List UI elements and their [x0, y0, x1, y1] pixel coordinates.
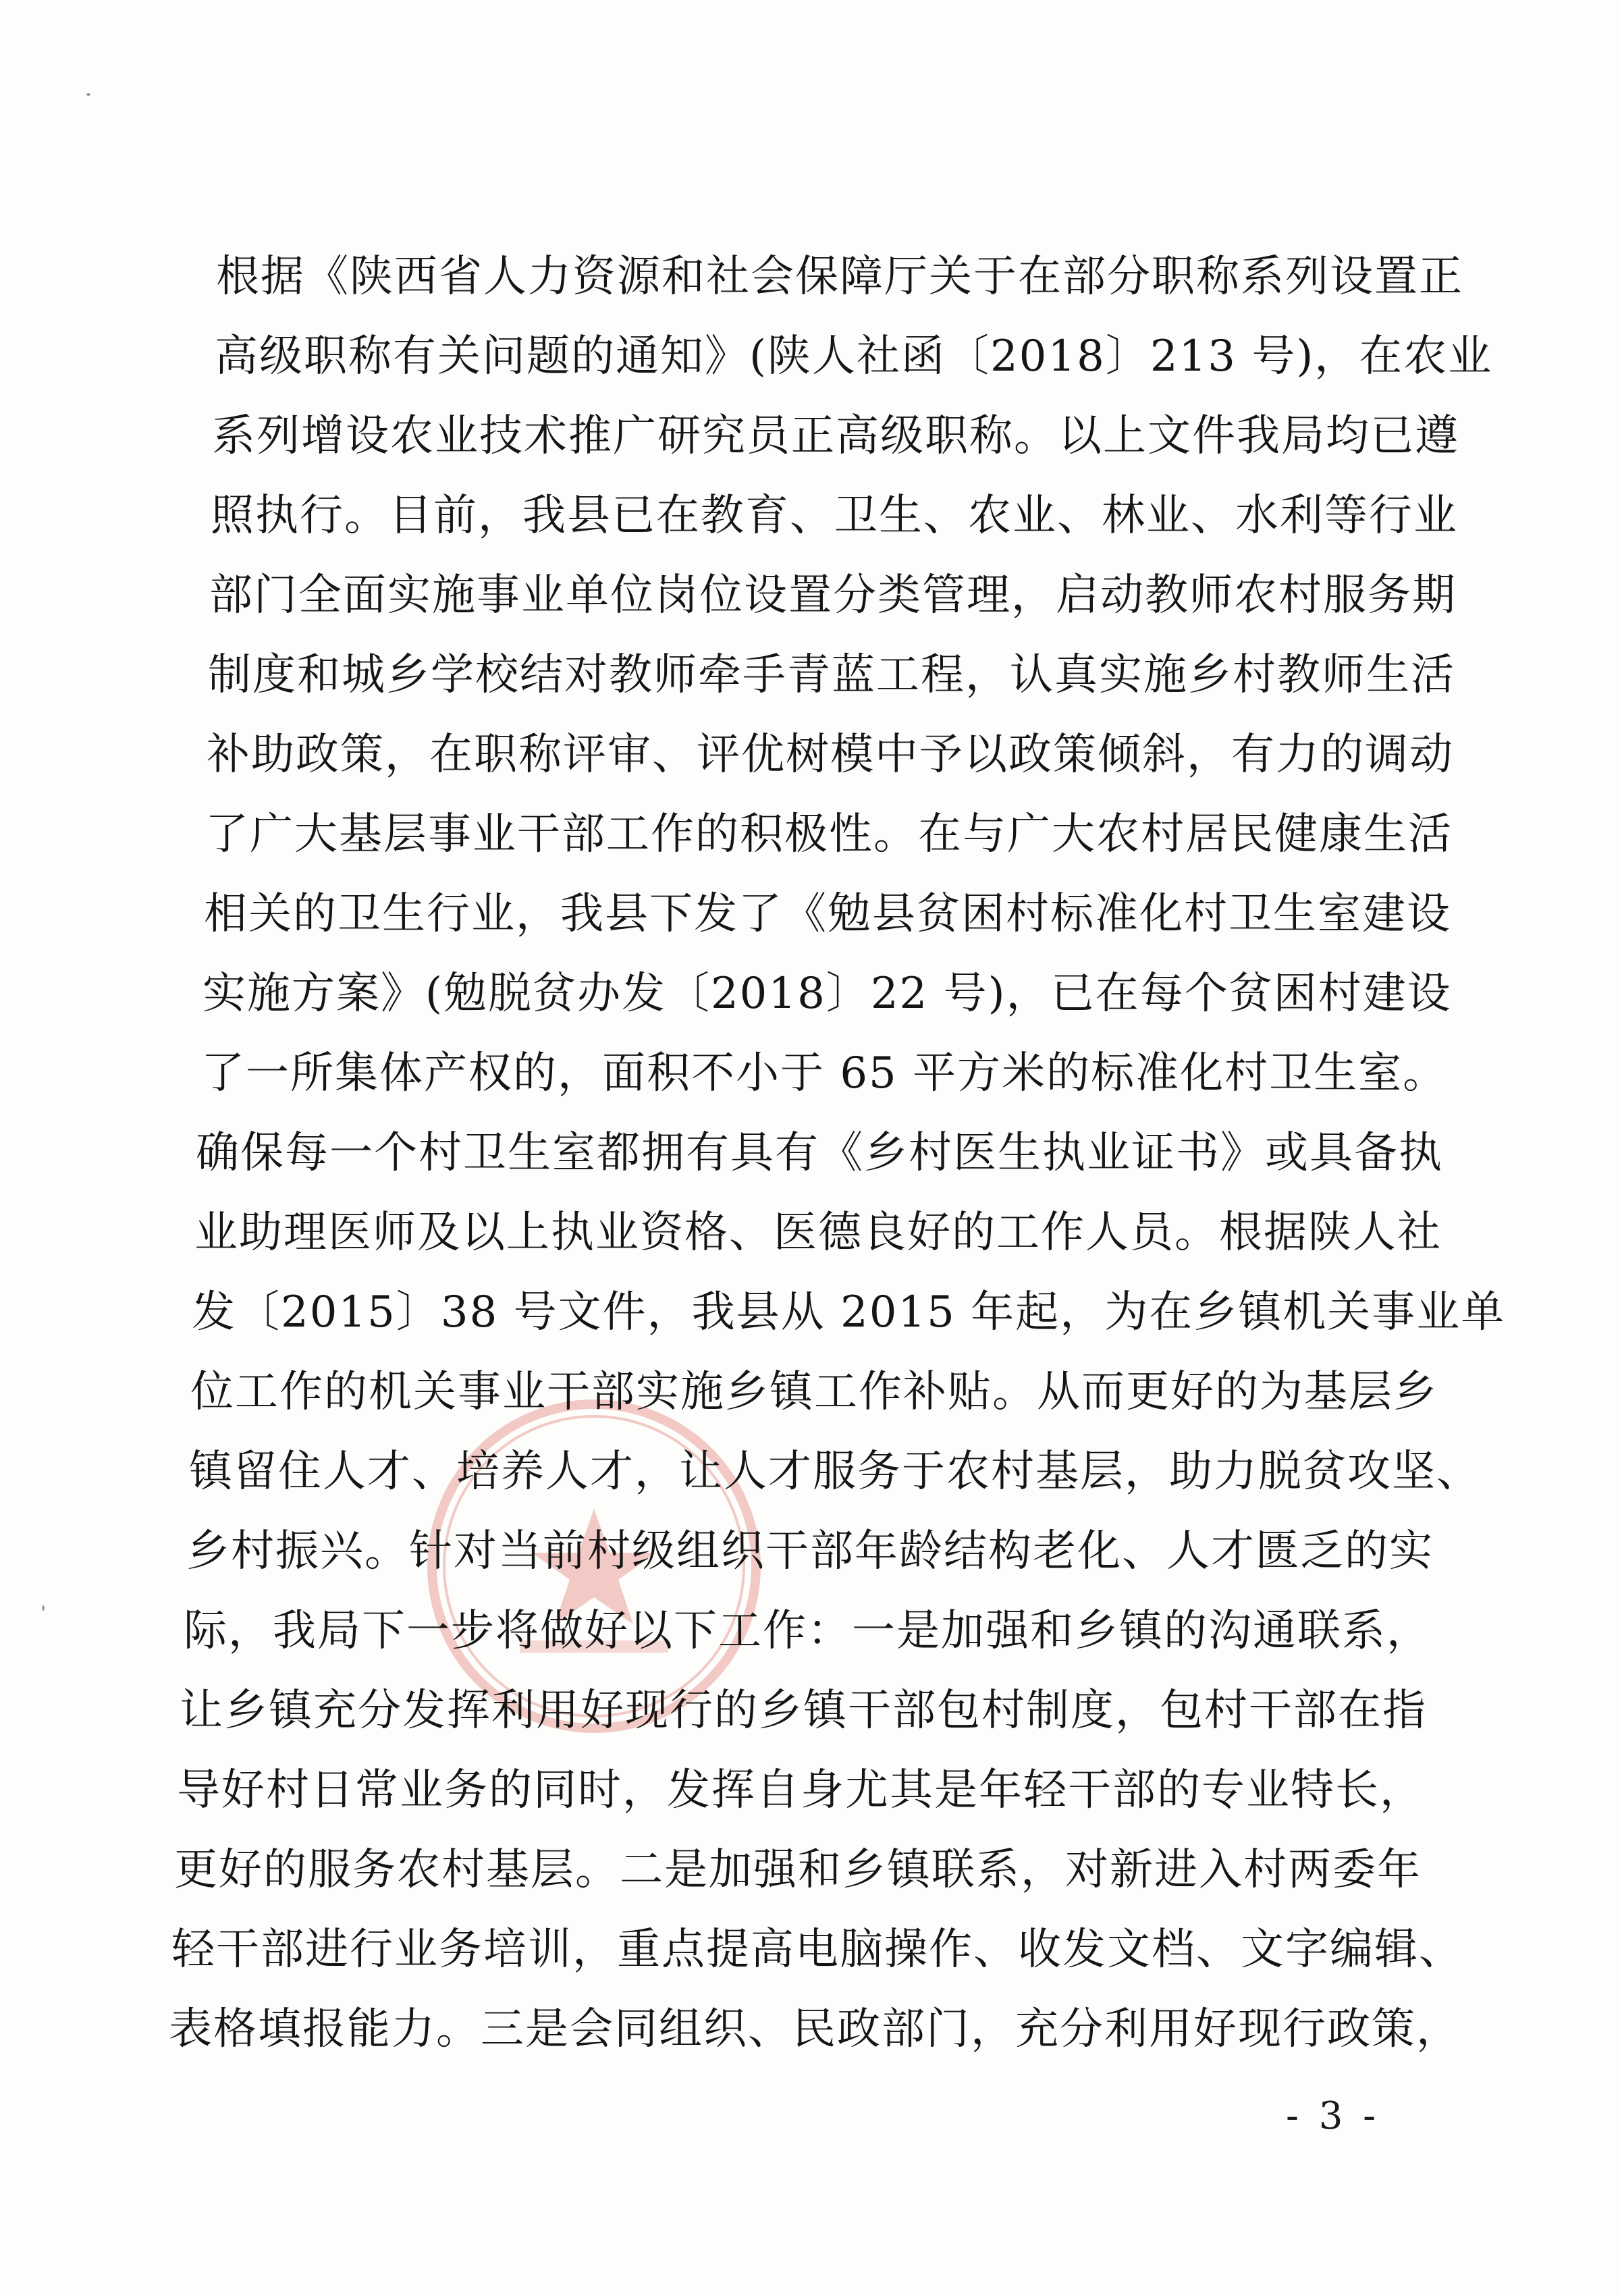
text-line-22: 轻干部进行业务培训，重点提高电脑操作、收发文档、文字编辑、 [171, 1925, 1463, 1975]
text-line-4: 照执行。目前，我县已在教育、卫生、农业、林业、水利等行业 [211, 491, 1458, 541]
text-line-2: 高级职称有关问题的通知》(陕人社函〔2018〕213 号)，在农业 [215, 331, 1493, 381]
text-line-20: 导好村日常业务的同时，发挥自身尤其是年轻干部的专业特长， [177, 1765, 1424, 1815]
text-line-15: 位工作的机关事业干部实施乡镇工作补贴。从而更好的为基层乡 [190, 1367, 1438, 1417]
text-line-21: 更好的服务农村基层。二是加强和乡镇联系，对新进入村两委年 [174, 1845, 1422, 1895]
scan-speck [86, 93, 90, 96]
text-line-17: 乡村振兴。针对当前村级组织干部年龄结构老化、人才匮乏的实 [186, 1526, 1434, 1576]
text-line-9: 相关的卫生行业，我县下发了《勉县贫困村标准化村卫生室建设 [204, 889, 1451, 939]
text-line-23: 表格填报能力。三是会同组织、民政部门，充分利用好现行政策， [169, 2004, 1461, 2054]
text-line-13: 业助理医师及以上执业资格、医德良好的工作人员。根据陕人社 [194, 1208, 1442, 1258]
text-line-3: 系列增设农业技术推广研究员正高级职称。以上文件我局均已遵 [212, 411, 1459, 461]
scan-speck [42, 1605, 45, 1611]
text-line-12: 确保每一个村卫生室都拥有具有《乡村医生执业证书》或具备执 [196, 1128, 1443, 1178]
text-line-8: 了广大基层事业干部工作的积极性。在与广大农村居民健康生活 [205, 809, 1453, 859]
text-line-6: 制度和城乡学校结对教师牵手青蓝工程，认真实施乡村教师生活 [208, 650, 1455, 700]
text-line-11: 了一所集体产权的，面积不小于 65 平方米的标准化村卫生室。 [201, 1048, 1448, 1098]
text-line-19: 让乡镇充分发挥利用好现行的乡镇干部包村制度，包村干部在指 [180, 1686, 1427, 1736]
text-line-5: 部门全面实施事业单位岗位设置分类管理，启动教师农村服务期 [209, 570, 1457, 620]
text-line-16: 镇留住人才、培养人才，让人才服务于农村基层，助力脱贫攻坚、 [189, 1447, 1481, 1497]
page-number: - 3 - [1286, 2094, 1380, 2138]
text-line-10: 实施方案》(勉脱贫办发〔2018〕22 号)，已在每个贫困村建设 [202, 969, 1452, 1019]
text-line-7: 补助政策，在职称评审、评优树模中予以政策倾斜，有力的调动 [207, 730, 1454, 780]
text-line-18: 际，我局下一步将做好以下工作：一是加强和乡镇的沟通联系， [184, 1606, 1431, 1656]
text-line-14: 发〔2015〕38 号文件，我县从 2015 年起，为在乡镇机关事业单 [192, 1287, 1506, 1337]
text-line-1: 根据《陕西省人力资源和社会保障厅关于在部分职称系列设置正 [216, 252, 1463, 302]
